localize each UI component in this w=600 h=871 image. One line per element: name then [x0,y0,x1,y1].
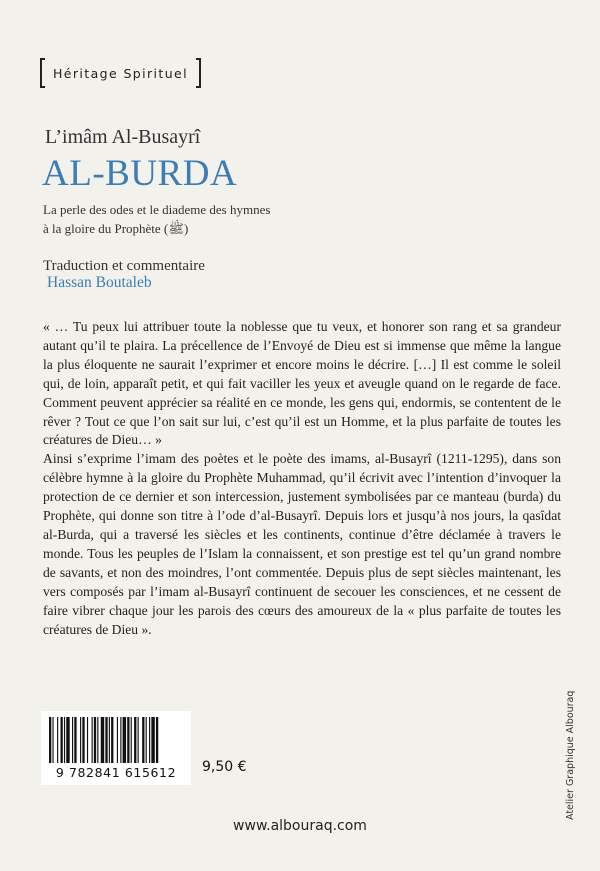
book-subtitle [43,200,403,238]
series-label [40,58,201,88]
blurb-paragraph: Ainsi s’exprime l’imam des poètes et le poète des imams, al-Busayrî (1211-1295), dans son célèbre hymne à la gloire du Prophète Muhammad, qu’il écrivit avec l’intention d’invoquer la protection de ce dernier et son intercession, justement symbolisées par ce manteau (burda) du Prophète, qui donne son titre à l’ode d’al-Busayrî. Depuis lors et jusqu’à nos jours, la qasîdat al-Burda, qui a traversé les siècles et les continents, continue d’être déclamée à travers le monde. Tous les peuples de l’Islam la connaissent, et son prestige est tel qu’un grand nombre de savants, et non des moindres, l’ont commentée. Depuis plus de sept siècles maintenant, les vers composés par l’imam al-Busayrî continuent de secouer les consciences, et ne cessent de faire vibrer chaque jour les parois des cœurs des amoureux de la « plus parfaite de toutes les créatures de Dieu ». [43,451,561,637]
isbn-number: 9 782841 615612 [55,765,177,780]
book-title: AL-BURDA [42,153,238,194]
blurb-quote: « … Tu peux lui attribuer toute la noblesse que tu veux, et honorer son rang et sa grandeur autant qu’il te plaira. La précellence de l’Envoyé de Dieu est si immense que même la langue la plus éloquente ne saurait l’exprimer et encore moins le décrire. […] Il est comme le soleil qui, de loin, apparaît petit, et qui fait vaciller les yeux et aveugle quand on le regarde de face. Comment peuvent apprécier sa réalité en ce monde, les gens qui, endormis, se contentent de le rêver ? Tout ce que l’on sait sur lui, c’est qu’il est un Homme, et la plus parfaite de toutes les créatures de Dieu… » [43,319,561,448]
right-bracket-icon [196,58,201,88]
subtitle-line: à la gloire du Prophète (ﷺ) [43,221,189,236]
left-bracket-icon [40,58,45,88]
translator-name: Hassan Boutaleb [47,274,152,291]
author-name: L’imâm Al-Busayrî [45,126,201,148]
series-name: Héritage Spirituel [53,65,189,81]
barcode-icon [49,717,183,763]
website-link[interactable]: www.albouraq.com [233,818,367,834]
design-credit: Atelier Graphique Albouraq [565,690,576,820]
translation-label: Traduction et commentaire [43,258,205,274]
barcode [41,711,191,785]
subtitle-line: La perle des odes et le diademe des hymnes [43,202,271,217]
price: 9,50 € [202,759,247,775]
blurb [43,318,561,639]
